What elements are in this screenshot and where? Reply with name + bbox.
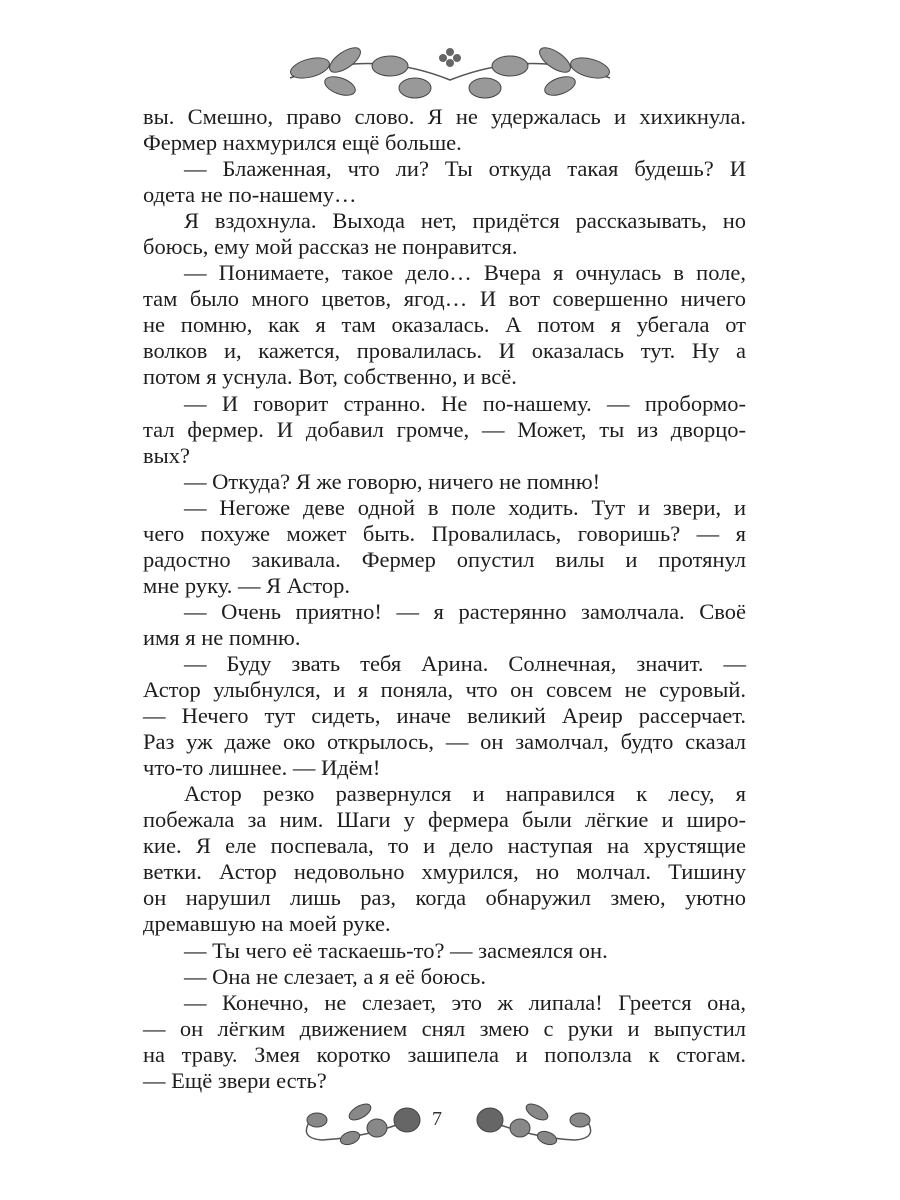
text-line: имя я не помню.	[143, 624, 301, 650]
text-line: Фермер нахмурился ещё больше.	[143, 130, 462, 156]
text-line: не помню, как я там оказалась. А потом я убегала от	[143, 312, 746, 338]
text-line: мне руку. — Я Астор.	[143, 572, 351, 598]
bottom-left-leaf-ornament	[292, 1098, 432, 1148]
text-line: на траву. Змея коротко зашипела и поползла к стогам.	[143, 1041, 746, 1067]
text-line: тал фермер. И добавил громче, — Может, ты из дворцо-	[143, 416, 746, 442]
text-line: боюсь, ему мой рассказ не понравится.	[143, 234, 518, 260]
text-line: чего похуже может быть. Провалилась, говоришь? — я	[143, 520, 746, 546]
text-line: — Негоже деве одной в поле ходить. Тут и звери, и	[184, 494, 746, 520]
text-line: волков и, кажется, провалилась. И оказалась тут. Ну а	[143, 338, 746, 364]
text-line: — Нечего тут сидеть, иначе великий Ареир рассерчает.	[143, 703, 746, 729]
text-line: что-то лишнее. — Идём!	[143, 755, 381, 781]
text-line: там было много цветов, ягод… И вот совершенно ничего	[143, 286, 746, 312]
text-line: — И говорит странно. Не по-нашему. — пробормо-	[184, 390, 746, 416]
text-line: кие. Я еле поспевала, то и дело наступая на хрустящие	[143, 833, 746, 859]
text-line: — Ещё звери есть?	[143, 1067, 327, 1093]
text-line: вых?	[143, 442, 190, 468]
text-line: Я вздохнула. Выхода нет, придётся рассказывать, но	[184, 208, 746, 234]
text-line: — Конечно, не слезает, это ж липала! Греется она,	[184, 989, 746, 1015]
text-line: Астор резко развернулся и направился к лесу, я	[184, 781, 746, 807]
text-line: вы. Смешно, право слово. Я не удержалась и хихикнула.	[143, 104, 746, 129]
text-line: — Откуда? Я же говорю, ничего не помню!	[184, 468, 601, 494]
text-line: — Ты чего её таскаешь-то? — засмеялся он.	[184, 937, 608, 963]
text-line: — Буду звать тебя Арина. Солнечная, значит. —	[184, 650, 746, 676]
body-text	[143, 104, 746, 1094]
text-line: — Блаженная, что ли? Ты откуда такая будешь? И	[184, 156, 746, 182]
text-line: потом я уснула. Вот, собственно, и всё.	[143, 364, 517, 390]
page-number: 7	[432, 1108, 442, 1130]
text-line: — Очень приятно! — я растерянно замолчала. Своё	[184, 598, 746, 624]
bottom-right-leaf-ornament	[465, 1098, 605, 1148]
text-line: ветки. Астор недовольно хмурился, но молчал. Тишину	[143, 859, 746, 885]
text-line: дремавшую на моей руке.	[143, 911, 391, 937]
top-leaf-ornament	[280, 38, 620, 108]
text-line: Астор улыбнулся, и я поняла, что он совсем не суровый.	[143, 677, 746, 703]
text-line: радостно закивала. Фермер опустил вилы и протянул	[143, 546, 746, 572]
text-line: — Понимаете, такое дело… Вчера я очнулась в поле,	[184, 260, 746, 286]
text-line: побежала за ним. Шаги у фермера были лёгкие и широ-	[143, 807, 746, 833]
text-line: одета не по-нашему…	[143, 182, 357, 208]
text-line: — он лёгким движением снял змею с руки и выпустил	[143, 1015, 746, 1041]
text-line: — Она не слезает, а я её боюсь.	[184, 963, 486, 989]
text-line: Раз уж даже око открылось, — он замолчал, будто сказал	[143, 729, 746, 755]
text-line: он нарушил лишь раз, когда обнаружил змею, уютно	[143, 885, 746, 911]
